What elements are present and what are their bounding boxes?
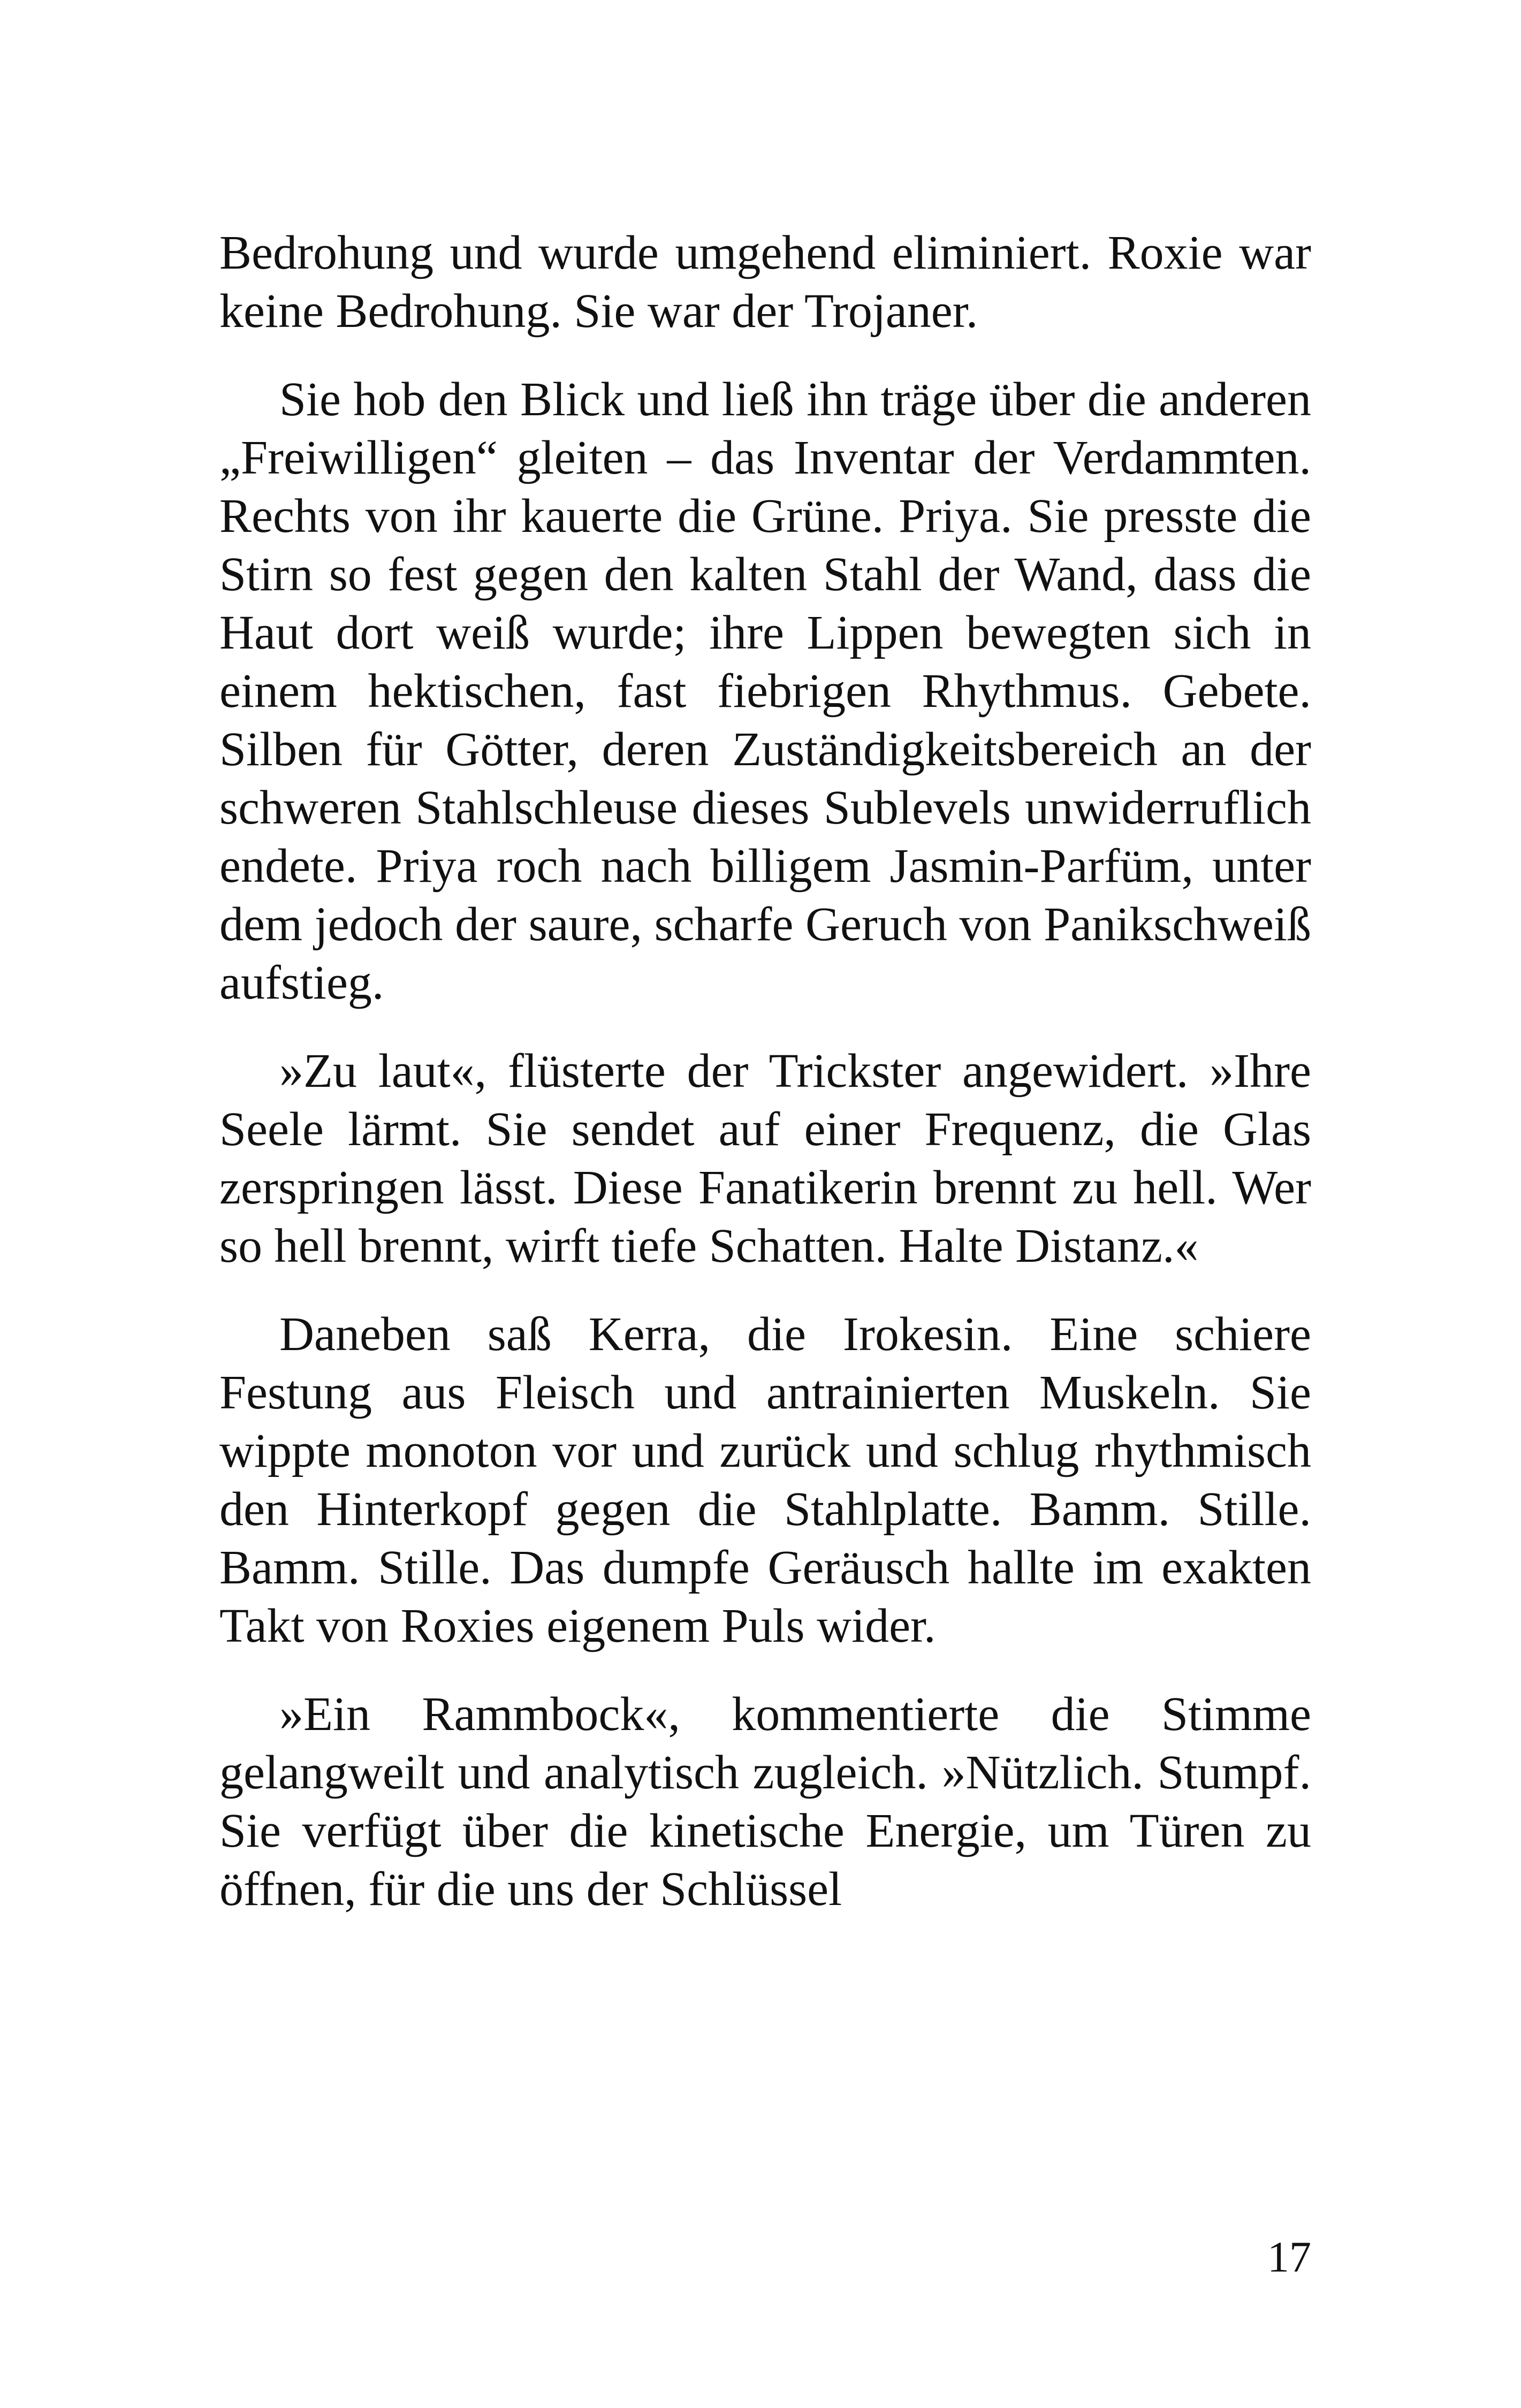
paragraph-3: »Zu laut«, flüsterte der Trickster angewidert. »Ihre Seele lärmt. Sie sendet auf einer Frequenz, die Glas zerspringen lässt. Diese Fanatikerin brennt zu hell. Wer so hell brennt, wirft tiefe Schatten. Halte Distanz.« bbox=[219, 1045, 1311, 1272]
page-number: 17 bbox=[1267, 2232, 1311, 2281]
paragraph-4: Daneben saß Kerra, die Irokesin. Eine schiere Festung aus Fleisch und antrainierten Muskeln. Sie wippte monoton vor und zurück und schlug rhythmisch den Hinterkopf gegen die Stahlplatte. Bamm. Stille. Bamm. Stille. Das dumpfe Geräusch hallte im exakten Takt von Roxies eigenem Puls wider. bbox=[219, 1308, 1311, 1652]
paragraph-5: »Ein Rammbock«, kommentierte die Stimme gelangweilt und analytisch zugleich. »Nützlich. Stumpf. Sie verfügt über die kinetische Energie, um Türen zu öffnen, für die uns der Schlüssel bbox=[219, 1688, 1311, 1916]
body-text bbox=[219, 224, 1311, 1918]
paragraph-2: Sie hob den Blick und ließ ihn träge über die anderen „Freiwilligen“ gleiten – das Inventar der Verdammten. Rechts von ihr kauerte die Grüne. Priya. Sie presste die Stirn so fest gegen den kalten Stahl der Wand, dass die Haut dort weiß wurde; ihre Lippen bewegten sich in einem hektischen, fast fiebrigen Rhythmus. Gebete. Silben für Götter, deren Zuständigkeitsbereich an der schweren Stahlschleuse dieses Sublevels unwiderruflich endete. Priya roch nach billigem Jasmin-Parfüm, unter dem jedoch der saure, scharfe Geruch von Panikschweiß aufstieg. bbox=[219, 373, 1311, 1009]
paragraph-1: Bedrohung und wurde umgehend eliminiert. Roxie war keine Bedrohung. Sie war der Trojaner. bbox=[219, 226, 1311, 338]
